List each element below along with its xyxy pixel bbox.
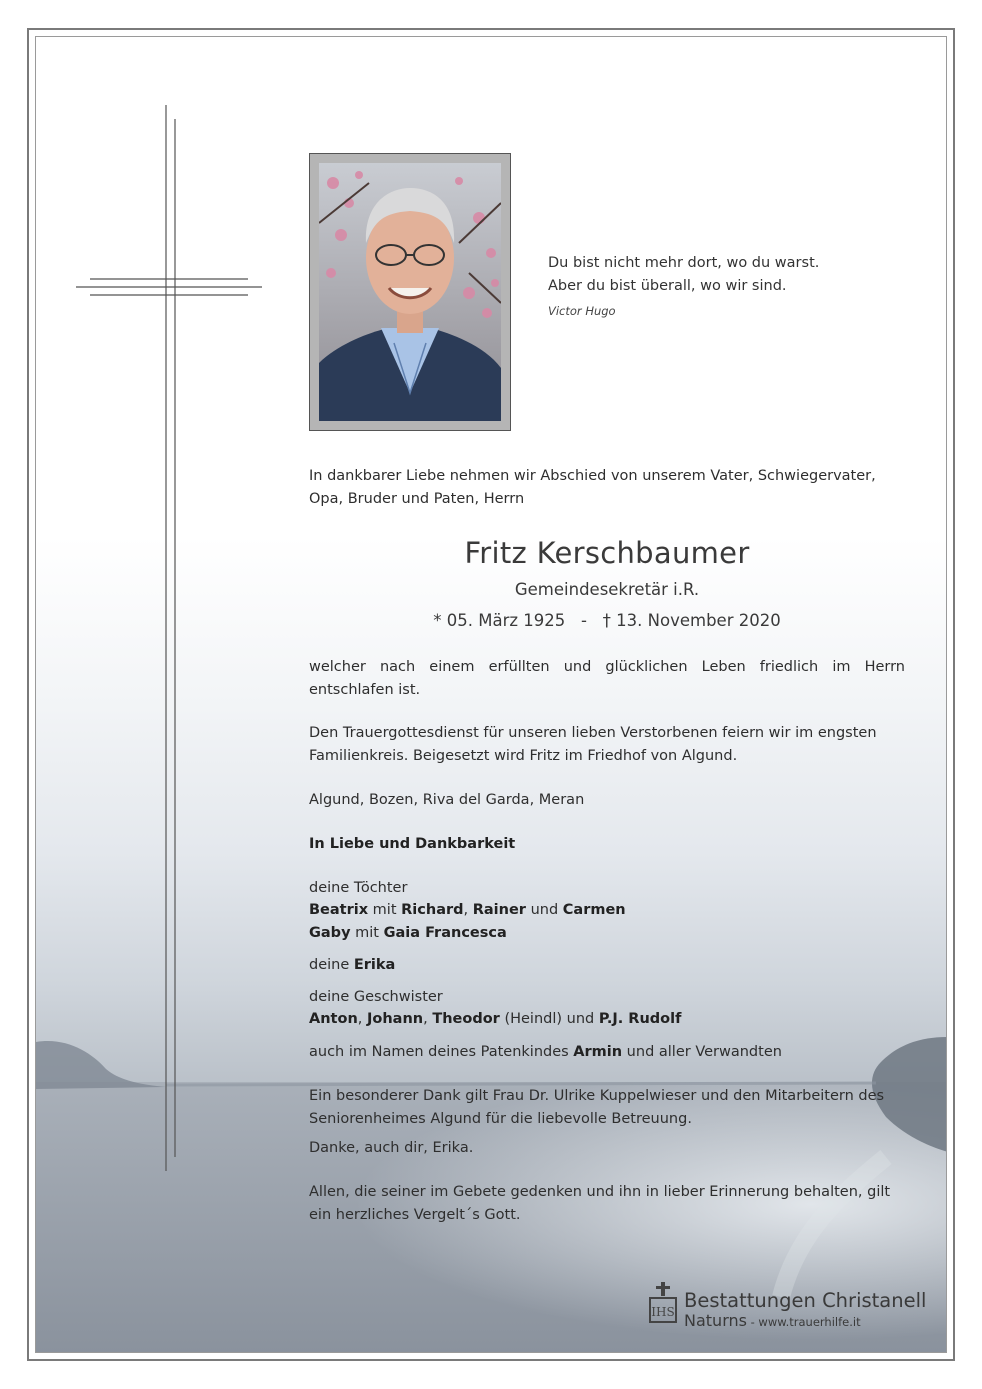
deceased-title: Gemeindesekretär i.R. [514,580,700,599]
passage-2: Den Trauergottesdienst für unseren lieben Verstorbenen feiern wir im engsten Familienkreis. Beigesetzt wird Fritz im Friedhof von Algund. [309,725,877,764]
final-text: Allen, die seiner im Gebete gedenken und ihn in lieber Erinnerung behalten, gilt ein herzliches Vergelt´s Gott. [309,1184,891,1223]
funeral-home-name: Bestattungen Christanell [684,1289,927,1312]
siblings-line: Anton, Johann, Theodor (Heindl) und P.J. Rudolf [309,1011,682,1027]
inner-frame [35,36,947,1353]
svg-text:IHS: IHS [651,1305,675,1319]
passage-1: welcher nach einem erfüllten und glücklichen Leben friedlich im Herrn entschlafen ist. [309,659,905,698]
godchild-line: auch im Namen deines Patenkindes Armin und aller Verwandten [309,1044,782,1060]
portrait-frame [309,153,511,431]
quote-author: Victor Hugo [548,304,616,318]
wife-line: deine Erika [309,957,396,973]
thanks-text: Ein besonderer Dank gilt Frau Dr. Ulrike Kuppelwieser und den Mitarbeitern des Seniorenheimes Algund für die liebevolle Betreuung. [309,1088,885,1127]
closing-heading: In Liebe und Dankbarkeit [309,836,516,852]
portrait-photo [319,163,501,421]
deceased-name: Fritz Kerschbaumer [464,536,750,570]
funeral-home-logo-icon [648,1282,678,1326]
intro-text: In dankbarer Liebe nehmen wir Abschied von unserem Vater, Schwiegervater, Opa, Bruder und Paten, Herrn [309,468,876,507]
quote [548,252,819,323]
quote-line-2: Aber du bist überall, wo wir sind. [548,278,787,294]
quote-line-1: Du bist nicht mehr dort, wo du warst. [548,255,820,271]
daughters-label: deine Töchter [309,880,408,896]
funeral-home-url: - www.trauerhilfe.it [746,1315,861,1329]
daughters-line-2: Gaby mit Gaia Francesca [309,925,507,941]
cross-icon [76,105,266,1175]
places: Algund, Bozen, Riva del Garda, Meran [309,792,585,808]
daughters-line-1: Beatrix mit Richard, Rainer und Carmen [309,902,626,918]
thanks-erika: Danke, auch dir, Erika. [309,1140,474,1156]
life-dates: * 05. März 1925 - † 13. November 2020 [433,611,781,630]
siblings-label: deine Geschwister [309,989,443,1005]
funeral-home-place: Naturns - www.trauerhilfe.it [684,1311,861,1330]
